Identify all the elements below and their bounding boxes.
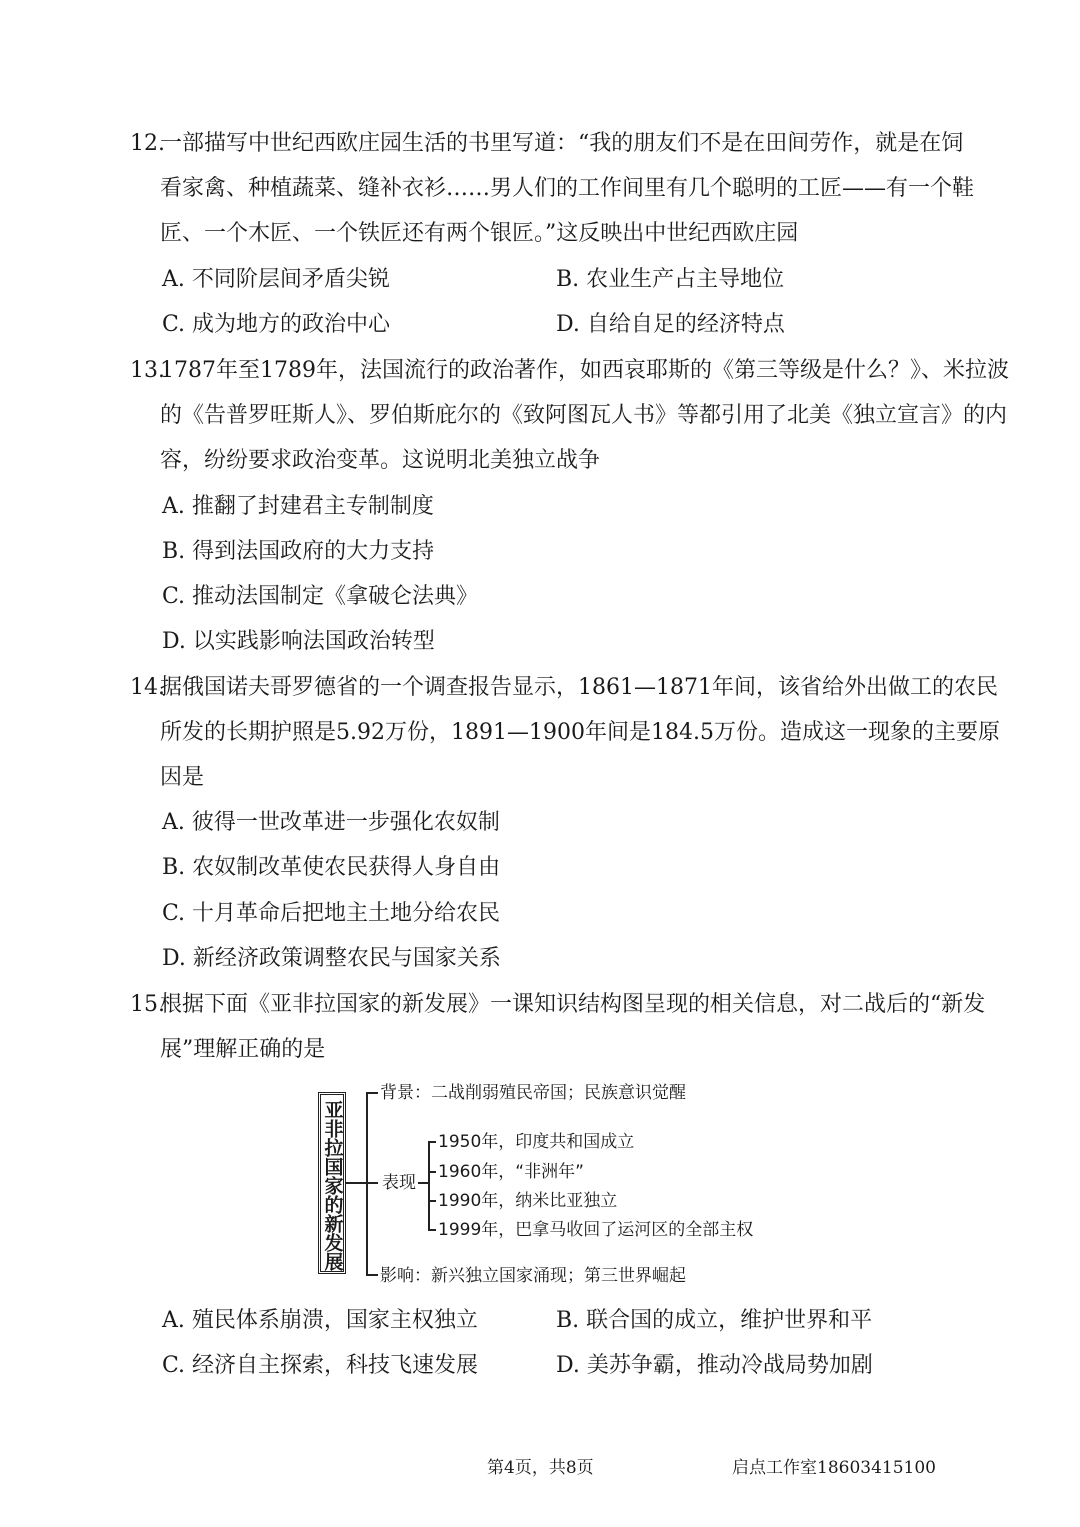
question-14-line-1: 据俄国诺夫哥罗德省的一个调查报告显示，1861—1871年间，该省给外出做工的农民 — [160, 675, 998, 700]
question-12-line-1: 一部描写中世纪西欧庄园生活的书里写道：“我的朋友们不是在田间劳作，就是在饲 — [160, 131, 964, 156]
question-15-line-2: 展”理解正确的是 — [160, 1037, 326, 1062]
question-13-line-3: 容，纷纷要求政治变革。这说明北美独立战争 — [160, 448, 601, 473]
diagram-sub-branch-2 — [428, 1171, 436, 1173]
diagram-sub-branch-3 — [428, 1200, 436, 1202]
question-14-option-b: B. 农奴制改革使农民获得人身自由 — [162, 855, 501, 880]
question-15-option-d: D. 美苏争霸，推动冷战局势加剧 — [556, 1353, 873, 1378]
question-15-option-c: C. 经济自主探索，科技飞速发展 — [162, 1353, 479, 1378]
question-12-line-2: 看家禽、种植蔬菜、缝补衣衫……男人们的工作间里有几个聪明的工匠——有一个鞋 — [160, 176, 975, 201]
question-13-line-1: 1787年至1789年，法国流行的政治著作，如西哀耶斯的《第三等级是什么？》、米拉波 — [160, 358, 1009, 383]
question-14-line-3: 因是 — [160, 765, 205, 790]
question-15-number: 15. — [130, 992, 165, 1017]
diagram-performance-label: 表现 — [382, 1173, 416, 1193]
question-12-line-3: 匠、一个木匠、一个铁匠还有两个银匠。”这反映出中世纪西欧庄园 — [160, 221, 799, 246]
diagram-performance-item-3: 1990年，纳米比亚独立 — [438, 1191, 618, 1211]
question-13-option-b: B. 得到法国政府的大力支持 — [162, 539, 435, 564]
page-number: 第4页，共8页 — [487, 1458, 594, 1478]
diagram-performance-item-2: 1960年，“非洲年” — [438, 1162, 584, 1182]
question-14-number: 14. — [130, 675, 165, 700]
studio-contact: 启点工作室18603415100 — [732, 1458, 936, 1478]
question-15-option-a: A. 殖民体系崩溃，国家主权独立 — [162, 1308, 478, 1333]
question-13-option-c: C. 推动法国制定《拿破仑法典》 — [162, 584, 479, 609]
question-14-option-c: C. 十月革命后把地主土地分给农民 — [162, 901, 501, 926]
question-14-option-d: D. 新经济政策调整农民与国家关系 — [162, 946, 501, 971]
question-12-option-b: B. 农业生产占主导地位 — [556, 267, 785, 292]
question-12-number: 12. — [130, 131, 165, 156]
diagram-influence-text: 影响：新兴独立国家涌现；第三世界崛起 — [380, 1266, 686, 1286]
diagram-bracket-performance — [428, 1141, 430, 1231]
diagram-connector-performance — [418, 1182, 428, 1184]
diagram-branch-background — [366, 1092, 378, 1094]
diagram-performance-item-1: 1950年，印度共和国成立 — [438, 1132, 635, 1152]
diagram-bracket-main — [366, 1092, 368, 1276]
diagram-branch-influence — [366, 1274, 378, 1276]
diagram-branch-performance — [366, 1182, 378, 1184]
diagram-sub-branch-4 — [428, 1229, 436, 1231]
question-15-line-1: 根据下面《亚非拉国家的新发展》一课知识结构图呈现的相关信息，对二战后的“新发 — [160, 992, 986, 1017]
question-13-option-a: A. 推翻了封建君主专制制度 — [162, 494, 434, 519]
question-12-option-d: D. 自给自足的经济特点 — [556, 312, 785, 337]
question-12-option-a: A. 不同阶层间矛盾尖锐 — [162, 267, 390, 292]
knowledge-structure-diagram — [318, 1080, 798, 1285]
diagram-background-text: 背景：二战削弱殖民帝国；民族意识觉醒 — [380, 1083, 686, 1103]
diagram-sub-branch-1 — [428, 1141, 436, 1143]
question-12-option-c: C. 成为地方的政治中心 — [162, 312, 391, 337]
question-14-option-a: A. 彼得一世改革进一步强化农奴制 — [162, 810, 500, 835]
diagram-performance-item-4: 1999年，巴拿马收回了运河区的全部主权 — [438, 1220, 754, 1240]
question-13-option-d: D. 以实践影响法国政治转型 — [162, 629, 435, 654]
question-13-number: 13. — [130, 358, 165, 383]
question-14-line-2: 所发的长期护照是5.92万份，1891—1900年间是184.5万份。造成这一现象的主要原 — [160, 720, 1000, 745]
diagram-connector-root — [346, 1182, 366, 1184]
question-15-option-b: B. 联合国的成立，维护世界和平 — [556, 1308, 873, 1333]
diagram-root-box: 亚非拉国家的新发展 — [318, 1092, 346, 1274]
question-13-line-2: 的《告普罗旺斯人》、罗伯斯庇尔的《致阿图瓦人书》等都引用了北美《独立宣言》的内 — [160, 403, 1008, 428]
